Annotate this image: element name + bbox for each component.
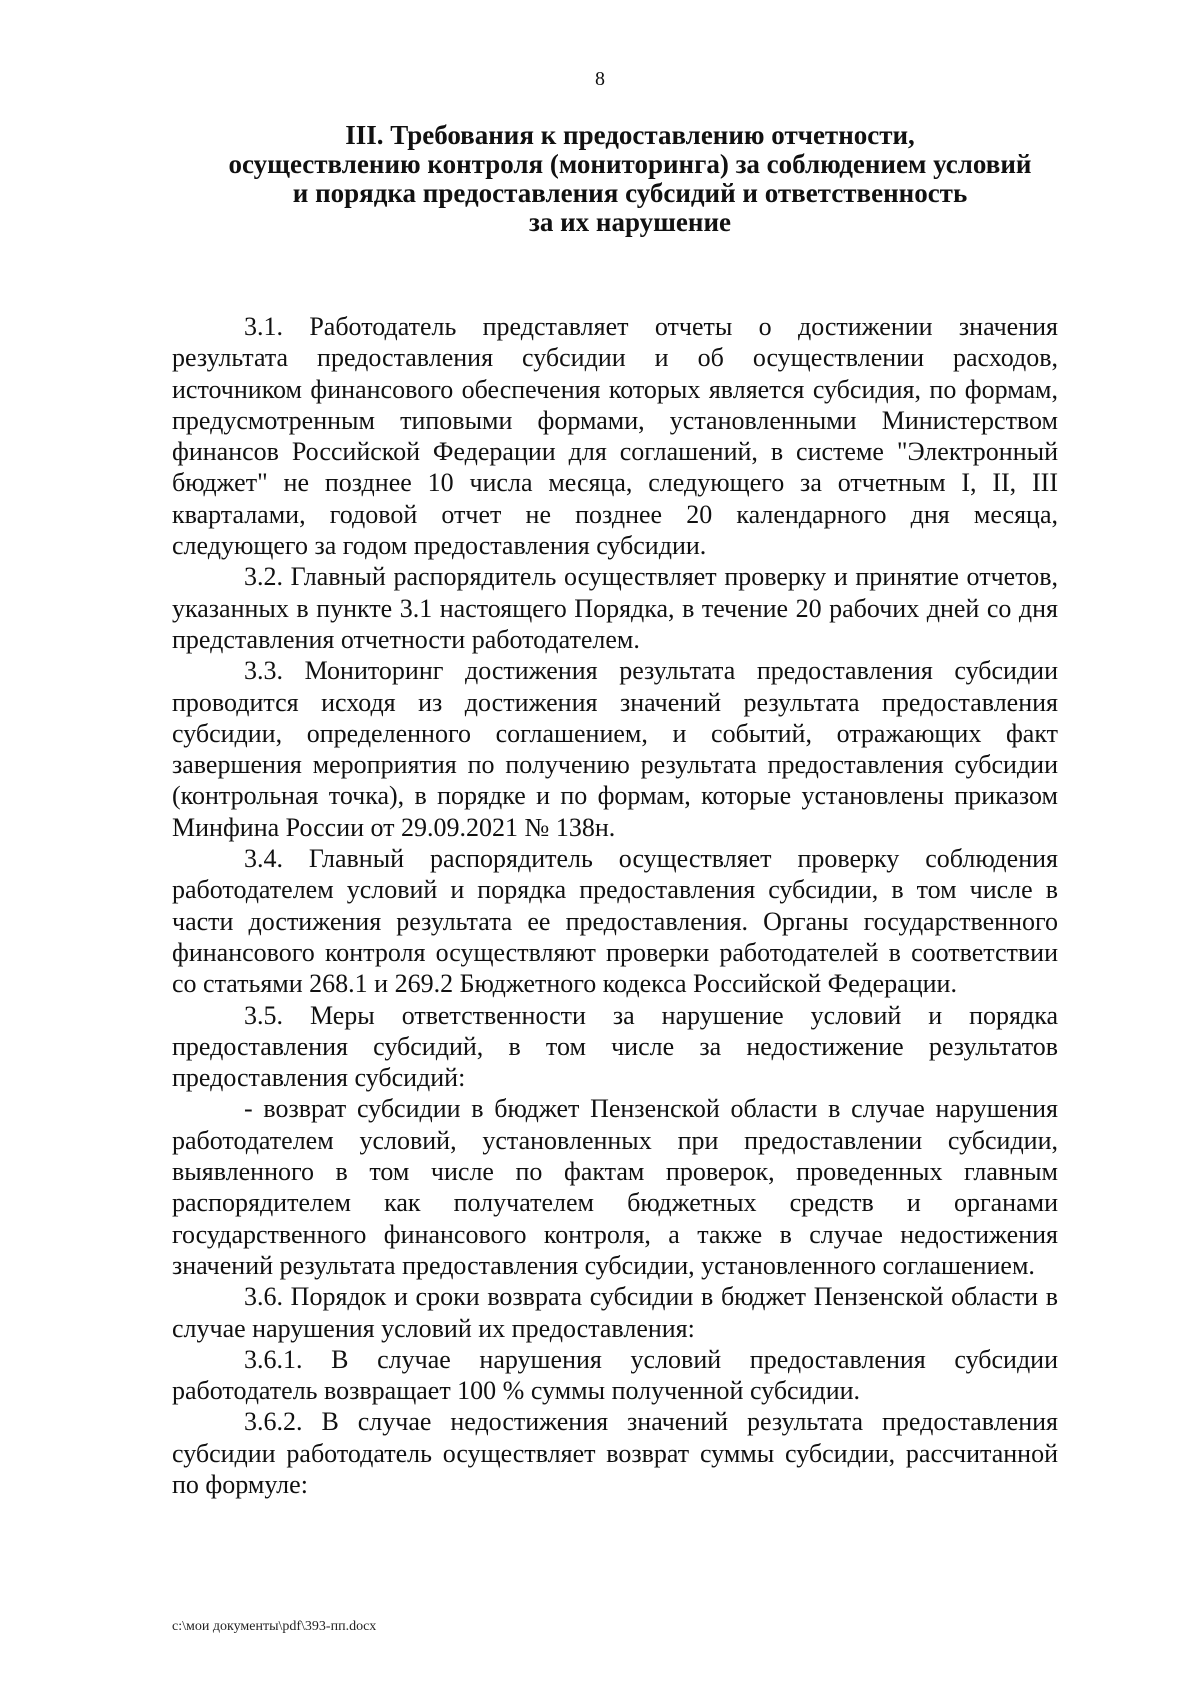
section-title-line: III. Требования к предоставлению отчетности, bbox=[345, 120, 915, 150]
section-title-line: осуществлению контроля (мониторинга) за соблюдением условий bbox=[228, 149, 1032, 179]
paragraph-3-2: 3.2. Главный распорядитель осуществляет проверку и принятие отчетов, указанных в пункте 3.1 настоящего Порядка, в течение 20 рабочих дней со дня представления отчетности работодателем. bbox=[172, 562, 1058, 654]
paragraph-3-1: 3.1. Работодатель представляет отчеты о достижении значения результата предоставления субсидии и об осуществлении расходов, источником финансового обеспечения которых является субсидия, по формам, предусмотренным типовыми формами, установленными Министерством финансов Российской Федерации для соглашений, в системе "Электронный бюджет" не позднее 10 числа месяца, следующего за отчетным I, II, III кварталами, годовой отчет не позднее 20 календарного дня месяца, следующего за годом предоставления субсидии. bbox=[172, 312, 1058, 561]
file-path-footer: c:\мои документы\pdf\393-пп.docx bbox=[172, 1619, 377, 1634]
page-number: 8 bbox=[595, 68, 605, 90]
paragraph-3-5-item: - возврат субсидии в бюджет Пензенской области в случае нарушения работодателем условий, установленных при предоставлении субсидии, выявленного в том числе по фактам проверок, проведенных главным распорядителем как получателем бюджетных средств и органами государственного финансового контроля, а также в случае недостижения значений результата предоставления субсидии, установленного соглашением. bbox=[172, 1094, 1058, 1280]
document-body bbox=[172, 311, 1058, 1500]
paragraph-3-5: 3.5. Меры ответственности за нарушение условий и порядка предоставления субсидий, в том числе за недостижение результатов предоставления субсидий: bbox=[172, 1000, 1058, 1093]
paragraph-3-3: 3.3. Мониторинг достижения результата предоставления субсидии проводится исходя из достижения значений результата предоставления субсидии, определенного соглашением, и событий, отражающих факт завершения мероприятия по получению результата предоставления субсидии (контрольная точка), в порядке и по формам, которые установлены приказом Минфина России от 29.09.2021 № 138н. bbox=[172, 656, 1058, 842]
paragraph-3-4: 3.4. Главный распорядитель осуществляет проверку соблюдения работодателем условий и порядка предоставления субсидии, в том числе в части достижения результата ее предоставления. Органы государственного финансового контроля осуществляют проверки работодателей в соответствии со статьями 268.1 и 269.2 Бюджетного кодекса Российской Федерации. bbox=[172, 844, 1058, 999]
paragraph-3-6: 3.6. Порядок и сроки возврата субсидии в бюджет Пензенской области в случае нарушения условий их предоставления: bbox=[172, 1282, 1058, 1343]
paragraph-3-6-1: 3.6.1. В случае нарушения условий предоставления субсидии работодатель возвращает 100 % суммы полученной субсидии. bbox=[172, 1344, 1058, 1406]
section-title-line: и порядка предоставления субсидий и ответственность bbox=[292, 178, 968, 208]
paragraph-3-6-2: 3.6.2. В случае недостижения значений результата предоставления субсидии работодатель осуществляет возврат суммы субсидии, рассчитанной по формуле: bbox=[172, 1407, 1058, 1499]
section-title-line: за их нарушение bbox=[529, 207, 731, 237]
section-title bbox=[190, 121, 1070, 237]
